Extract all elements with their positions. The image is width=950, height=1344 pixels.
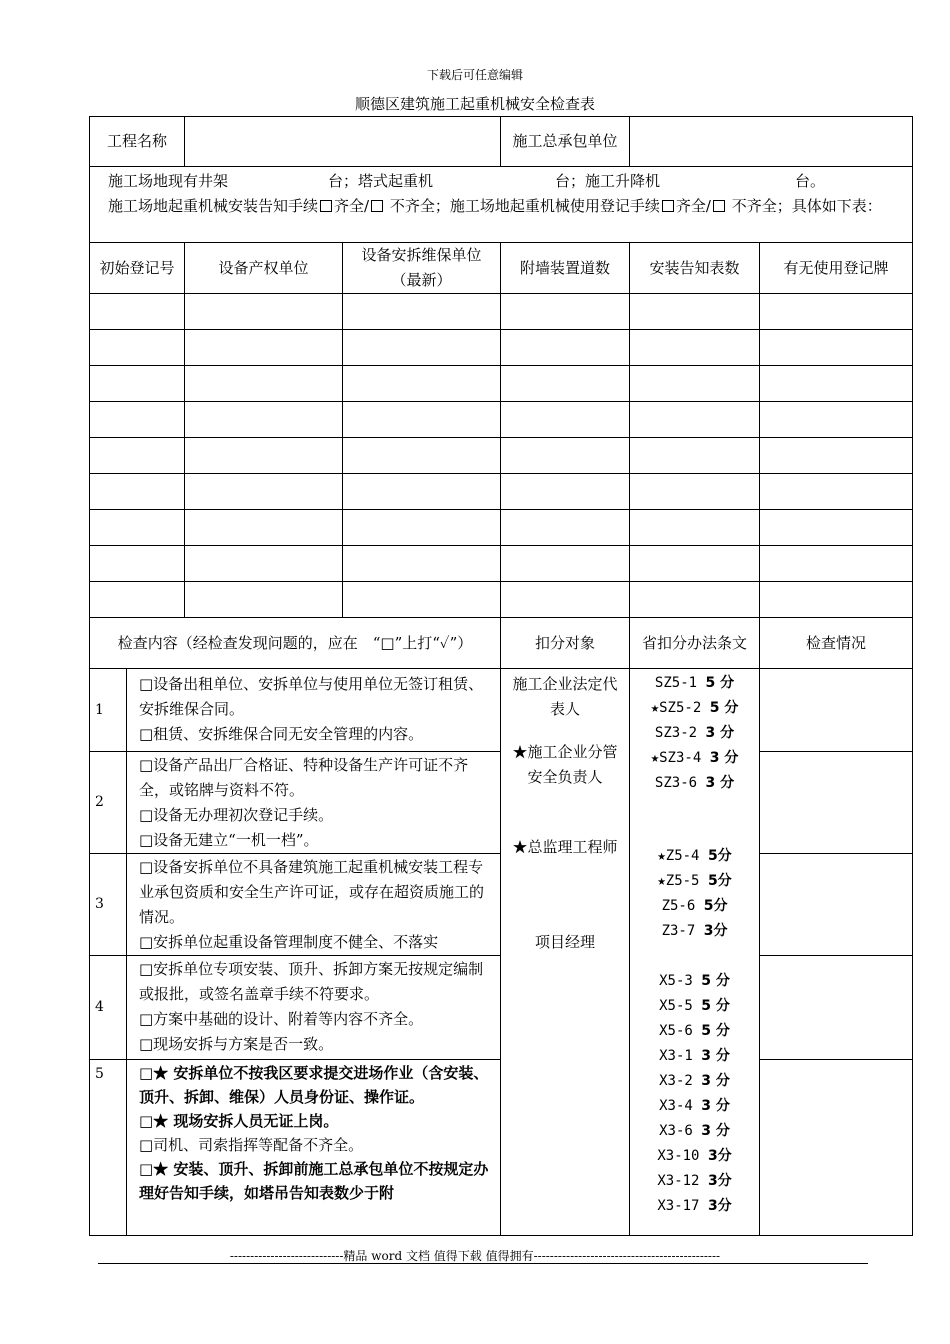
cell[interactable] xyxy=(90,366,185,402)
notice-line xyxy=(108,197,882,215)
notice-complete: 齐全/ xyxy=(334,197,370,215)
cell[interactable] xyxy=(90,438,185,474)
cell[interactable] xyxy=(185,582,343,618)
item-number: 1 xyxy=(90,669,127,752)
item-line[interactable]: □现场安拆与方案是否一致。 xyxy=(139,1035,334,1053)
target-safety-manager: ★施工企业分管安全负责人 xyxy=(512,743,618,786)
item-line[interactable]: □租赁、安拆维保合同无安全管理的内容。 xyxy=(139,725,424,743)
check-content-header: 检查内容（经检查发现问题的，应在 “□”上打“✓”） xyxy=(90,618,501,669)
notice-text-a: 施工场地起重机械安装告知手续 xyxy=(108,197,319,215)
check-header-row xyxy=(90,618,913,669)
item-content xyxy=(127,669,501,752)
contractor-field[interactable] xyxy=(630,117,913,167)
method-entry: SZ3-2 3 分 xyxy=(654,725,735,741)
item-line[interactable]: □设备无建立“一机一档”。 xyxy=(139,831,319,849)
cell[interactable] xyxy=(343,474,501,510)
equipment-row xyxy=(90,366,913,402)
method-entry: SZ3-6 3 分 xyxy=(654,775,735,791)
method-entry: Z5-6 5分 xyxy=(661,898,728,914)
deduction-methods xyxy=(630,669,760,1236)
cell[interactable] xyxy=(501,510,630,546)
equipment-row xyxy=(90,438,913,474)
cell[interactable] xyxy=(343,366,501,402)
cell[interactable] xyxy=(630,474,760,510)
site-equipment-line xyxy=(108,169,904,194)
cell[interactable] xyxy=(501,294,630,330)
cell[interactable] xyxy=(343,510,501,546)
cell[interactable] xyxy=(630,366,760,402)
cell[interactable] xyxy=(760,402,913,438)
inspection-table xyxy=(89,116,913,1236)
cell[interactable] xyxy=(501,582,630,618)
cell[interactable] xyxy=(90,330,185,366)
cell[interactable] xyxy=(630,546,760,582)
cell[interactable] xyxy=(760,582,913,618)
item-line[interactable]: □★ 安拆单位不按我区要求提交进场作业（含安装、顶升、拆卸、维保）人员身份证、操作证。 xyxy=(139,1064,489,1106)
check-item-row xyxy=(90,669,913,752)
item-line[interactable]: □设备出租单位、安拆单位与使用单位无签订租赁、安拆维保合同。 xyxy=(139,675,484,718)
cell[interactable] xyxy=(343,546,501,582)
method-entry: X3-1 3 分 xyxy=(659,1048,730,1064)
summary-row xyxy=(90,167,913,243)
item-number: 4 xyxy=(90,956,127,1060)
cell[interactable] xyxy=(185,438,343,474)
equipment-row xyxy=(90,402,913,438)
equipment-row xyxy=(90,582,913,618)
cell[interactable] xyxy=(501,366,630,402)
checkbox[interactable] xyxy=(662,200,674,212)
item-number: 3 xyxy=(90,854,127,956)
method-entry: X5-6 5 分 xyxy=(659,1023,730,1039)
cell[interactable] xyxy=(501,330,630,366)
cell[interactable] xyxy=(185,294,343,330)
method-entry: ★SZ3-4 3 分 xyxy=(650,750,739,766)
cell[interactable] xyxy=(90,294,185,330)
check-status-cell[interactable] xyxy=(760,669,913,752)
method-entry: ★Z5-5 5分 xyxy=(657,873,732,889)
method-entry: X3-4 3 分 xyxy=(659,1098,730,1114)
deduction-targets xyxy=(501,669,630,1236)
item-content xyxy=(127,854,501,956)
top-note: 下载后可任意编辑 xyxy=(426,68,523,82)
item-line[interactable]: □设备产品出厂合格证、特种设备生产许可证不齐全，或铭牌与资料不符。 xyxy=(139,756,469,799)
item-number: 2 xyxy=(90,752,127,854)
item-line[interactable]: □★ 现场安拆人员无证上岗。 xyxy=(139,1112,339,1130)
cell[interactable] xyxy=(501,402,630,438)
notice-complete-2: 齐全/ xyxy=(675,197,711,215)
summary-cell xyxy=(90,167,913,243)
method-entry: X3-12 3分 xyxy=(657,1173,732,1189)
equipment-row xyxy=(90,474,913,510)
notice-incomplete-2: 不齐全；具体如下表： xyxy=(726,197,882,215)
cell[interactable] xyxy=(343,330,501,366)
footer-rule xyxy=(98,1263,868,1264)
method-entry: X3-6 3 分 xyxy=(659,1123,730,1139)
item-line[interactable]: □★ 安装、顶升、拆卸前施工总承包单位不按规定办理好告知手续，如塔吊告知表数少于附 xyxy=(139,1160,489,1202)
site-line-text-b: 台；塔式起重机 xyxy=(328,172,434,190)
cell[interactable] xyxy=(630,330,760,366)
target-project-manager: 项目经理 xyxy=(535,933,596,951)
cell[interactable] xyxy=(630,510,760,546)
cell[interactable] xyxy=(760,438,913,474)
method-entry: ★Z5-4 5分 xyxy=(657,848,732,864)
col-header-registration-plate: 有无使用登记牌 xyxy=(760,243,913,294)
page-title: 顺德区建筑施工起重机械安全检查表 xyxy=(354,95,595,113)
cell[interactable] xyxy=(90,582,185,618)
cell[interactable] xyxy=(185,510,343,546)
cell[interactable] xyxy=(760,474,913,510)
col-header-owner: 设备产权单位 xyxy=(185,243,343,294)
deduction-method-header: 省扣分办法条文 xyxy=(630,618,760,669)
cell[interactable] xyxy=(343,402,501,438)
cell[interactable] xyxy=(90,402,185,438)
deduction-target-header: 扣分对象 xyxy=(501,618,630,669)
cell[interactable] xyxy=(185,474,343,510)
check-status-cell[interactable] xyxy=(760,956,913,1060)
cell[interactable] xyxy=(760,546,913,582)
item-line[interactable]: □方案中基础的设计、附着等内容不齐全。 xyxy=(139,1010,424,1028)
contractor-label: 施工总承包单位 xyxy=(501,117,630,167)
cell[interactable] xyxy=(185,330,343,366)
col-header-registration-no: 初始登记号 xyxy=(90,243,185,294)
cell[interactable] xyxy=(760,366,913,402)
cell[interactable] xyxy=(630,438,760,474)
col-header-notice-count: 安装告知表数 xyxy=(630,243,760,294)
cell[interactable] xyxy=(630,402,760,438)
cell[interactable] xyxy=(501,474,630,510)
cell[interactable] xyxy=(501,546,630,582)
method-entry: X3-10 3分 xyxy=(657,1148,732,1164)
check-status-header: 检查情况 xyxy=(760,618,913,669)
check-status-cell[interactable] xyxy=(760,854,913,956)
checkbox[interactable] xyxy=(713,200,725,212)
target-chief-supervisor: ★总监理工程师 xyxy=(512,838,618,856)
project-row xyxy=(90,117,913,167)
item-content xyxy=(127,1060,501,1236)
item-line[interactable]: □司机、司索指挥等配备不齐全。 xyxy=(139,1136,364,1154)
equipment-row xyxy=(90,294,913,330)
method-entry: X5-3 5 分 xyxy=(659,973,730,989)
site-line-text-a: 施工场地现有井架 xyxy=(108,172,229,190)
cell[interactable] xyxy=(90,474,185,510)
cell[interactable] xyxy=(185,546,343,582)
cell[interactable] xyxy=(185,366,343,402)
method-entry: ★SZ5-2 5 分 xyxy=(650,700,739,716)
item-number: 5 xyxy=(90,1060,127,1236)
cell[interactable] xyxy=(630,582,760,618)
site-line-text-c: 台；施工升降机 xyxy=(555,172,661,190)
method-entry: X3-2 3 分 xyxy=(659,1073,730,1089)
method-entry: X5-5 5 分 xyxy=(659,998,730,1014)
item-line[interactable]: □设备无办理初次登记手续。 xyxy=(139,806,334,824)
cell[interactable] xyxy=(343,438,501,474)
equipment-row xyxy=(90,546,913,582)
cell[interactable] xyxy=(90,510,185,546)
equipment-row xyxy=(90,510,913,546)
cell[interactable] xyxy=(343,582,501,618)
cell[interactable] xyxy=(760,510,913,546)
cell[interactable] xyxy=(501,438,630,474)
cell[interactable] xyxy=(760,294,913,330)
check-status-cell[interactable] xyxy=(760,1060,913,1236)
checkbox[interactable] xyxy=(371,200,383,212)
checkbox[interactable] xyxy=(320,200,332,212)
method-entry: X3-17 3分 xyxy=(657,1198,732,1214)
notice-incomplete: 不齐全；施工场地起重机械使用登记手续 xyxy=(385,197,660,215)
site-line-text-d: 台。 xyxy=(795,172,826,190)
item-content xyxy=(127,956,501,1060)
item-content xyxy=(127,752,501,854)
equipment-header-row xyxy=(90,243,913,294)
project-name-label: 工程名称 xyxy=(90,117,185,167)
check-status-cell[interactable] xyxy=(760,752,913,854)
target-legal-representative: 施工企业法定代表人 xyxy=(512,675,618,718)
item-line[interactable]: □安拆单位起重设备管理制度不健全、不落实 xyxy=(139,933,439,951)
equipment-row xyxy=(90,330,913,366)
col-header-installer: 设备安拆维保单位（最新） xyxy=(343,243,501,294)
col-header-wall-ties: 附墙装置道数 xyxy=(501,243,630,294)
cell[interactable] xyxy=(90,546,185,582)
project-name-field[interactable] xyxy=(185,117,501,167)
cell[interactable] xyxy=(343,294,501,330)
cell[interactable] xyxy=(760,330,913,366)
footer-note: ----------------------------精品 word 文档 值得下载 值得拥有---------------------------------------------- xyxy=(229,1249,721,1263)
method-entry: SZ5-1 5 分 xyxy=(654,675,735,691)
cell[interactable] xyxy=(630,294,760,330)
method-entry: Z3-7 3分 xyxy=(661,923,728,939)
cell[interactable] xyxy=(185,402,343,438)
item-line[interactable]: □安拆单位专项安装、顶升、拆卸方案无按规定编制或报批，或签名盖章手续不符要求。 xyxy=(139,960,484,1003)
item-line[interactable]: □设备安拆单位不具备建筑施工起重机械安装工程专业承包资质和安全生产许可证，或存在超资质施工的情况。 xyxy=(139,858,485,926)
